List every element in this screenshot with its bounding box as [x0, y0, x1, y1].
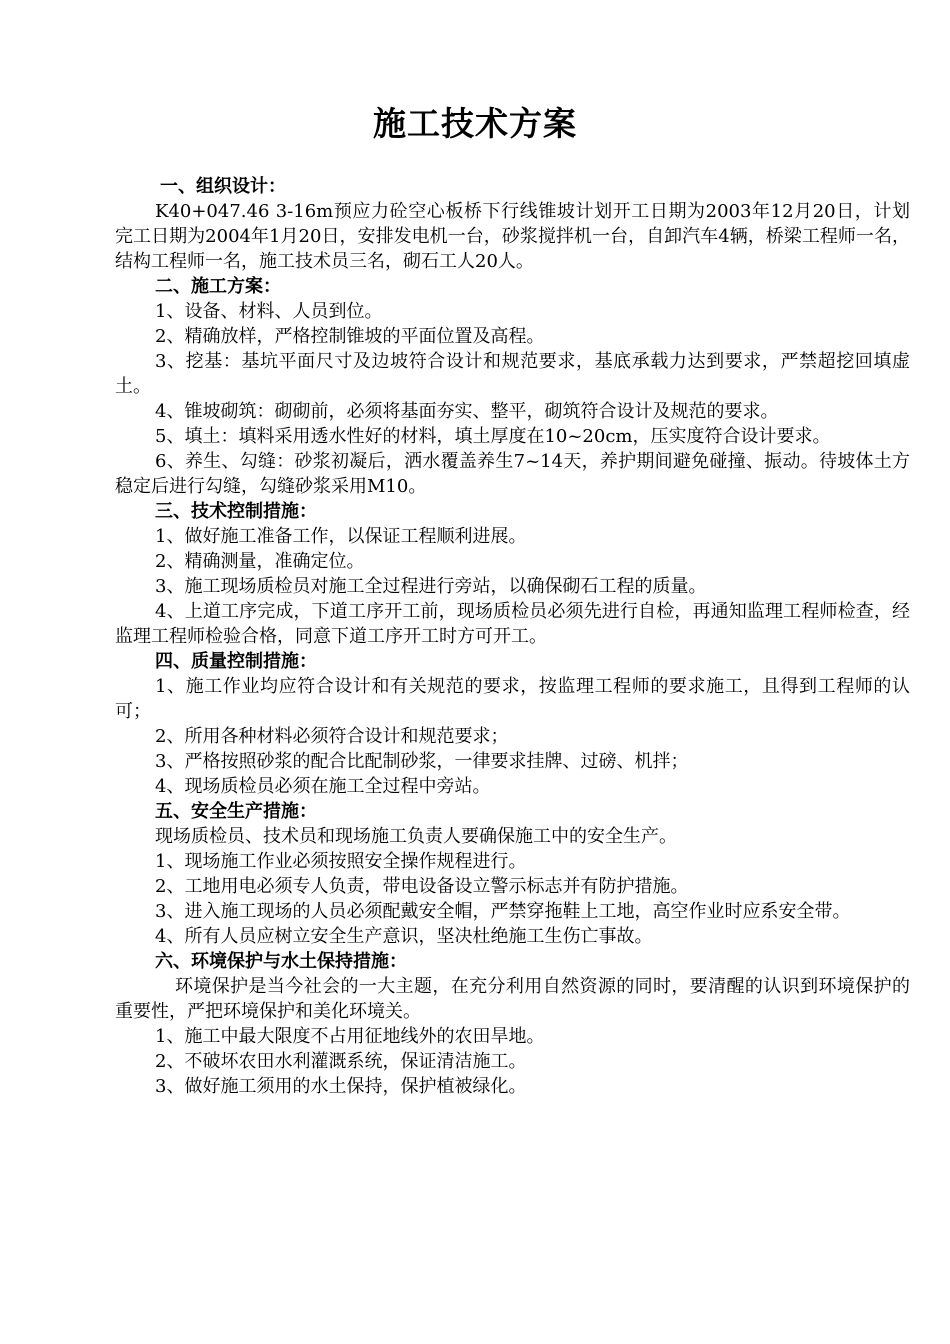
- paragraph: 2、工地用电必须专人负责，带电设备设立警示标志并有防护措施。: [155, 876, 689, 897]
- paragraph: 3、严格按照砂浆的配合比配制砂浆，一律要求挂牌、过磅、机拌；: [155, 751, 689, 772]
- paragraph: 现场质检员、技术员和现场施工负责人要确保施工中的安全生产。: [155, 826, 677, 847]
- section-heading: 五、安全生产措施：: [155, 801, 317, 822]
- paragraph: 3、施工现场质检员对施工全过程进行旁站，以确保砌石工程的质量。: [155, 576, 707, 597]
- paragraph: 环境保护是当今社会的一大主题，在充分利用自然资源的同时，要清醒的认识到环境保护的重要性，严把环境保护和美化环境关。: [115, 976, 910, 1022]
- section-heading: 一、组织设计：: [160, 176, 286, 197]
- paragraph: 2、精确放样，严格控制锥坡的平面位置及高程。: [155, 326, 545, 347]
- section-heading: 二、施工方案：: [155, 276, 281, 297]
- paragraph: 3、挖基：基坑平面尺寸及边坡符合设计和规范要求，基底承载力达到要求，严禁超挖回填虚土。: [115, 351, 910, 397]
- paragraph: 5、填土：填料采用透水性好的材料，填土厚度在10~20cm，压实度符合设计要求。: [155, 426, 831, 447]
- paragraph: 2、所用各种材料必须符合设计和规范要求；: [155, 726, 509, 747]
- paragraph: 2、精确测量，准确定位。: [155, 551, 365, 572]
- document-body: [115, 174, 910, 1099]
- paragraph: 4、所有人员应树立安全生产意识，坚决杜绝施工生伤亡事故。: [155, 926, 653, 947]
- paragraph: 3、进入施工现场的人员必须配戴安全帽，严禁穿拖鞋上工地，高空作业时应系安全带。: [155, 901, 851, 922]
- section-heading: 六、环境保护与水土保持措施：: [155, 951, 407, 972]
- paragraph: 3、做好施工须用的水土保持，保护植被绿化。: [155, 1076, 527, 1097]
- document-title: 施工技术方案: [373, 104, 577, 143]
- paragraph: K40+047.46 3-16m预应力砼空心板桥下行线锥坡计划开工日期为2003年12月20日，计划完工日期为2004年1月20日，安排发电机一台，砂浆搅拌机一台，自卸汽车4辆，桥梁工程师一名，结构工程师一名，施工技术员三名，砌石工人20人。: [115, 201, 910, 272]
- paragraph: 4、上道工序完成，下道工序开工前，现场质检员必须先进行自检，再通知监理工程师检查，经监理工程师检验合格，同意下道工序开工时方可开工。: [115, 601, 910, 647]
- section-heading: 三、技术控制措施：: [155, 501, 317, 522]
- paragraph: 1、施工中最大限度不占用征地线外的农田旱地。: [155, 1026, 545, 1047]
- paragraph: 4、锥坡砌筑：砌砌前，必须将基面夯实、整平，砌筑符合设计及规范的要求。: [155, 401, 779, 422]
- paragraph: 1、做好施工准备工作，以保证工程顺利进展。: [155, 526, 527, 547]
- paragraph: 1、施工作业均应符合设计和有关规范的要求，按监理工程师的要求施工，且得到工程师的认可；: [115, 676, 910, 722]
- paragraph: 1、现场施工作业必须按照安全操作规程进行。: [155, 851, 527, 872]
- section-heading: 四、质量控制措施：: [155, 651, 317, 672]
- paragraph: 2、不破坏农田水利灌溉系统，保证清洁施工。: [155, 1051, 527, 1072]
- paragraph: 4、现场质检员必须在施工全过程中旁站。: [155, 776, 491, 797]
- paragraph: 1、设备、材料、人员到位。: [155, 301, 383, 322]
- paragraph: 6、养生、勾缝：砂浆初凝后，洒水覆盖养生7~14天，养护期间避免碰撞、振动。待坡体土方稳定后进行勾缝，勾缝砂浆采用M10。: [115, 451, 910, 497]
